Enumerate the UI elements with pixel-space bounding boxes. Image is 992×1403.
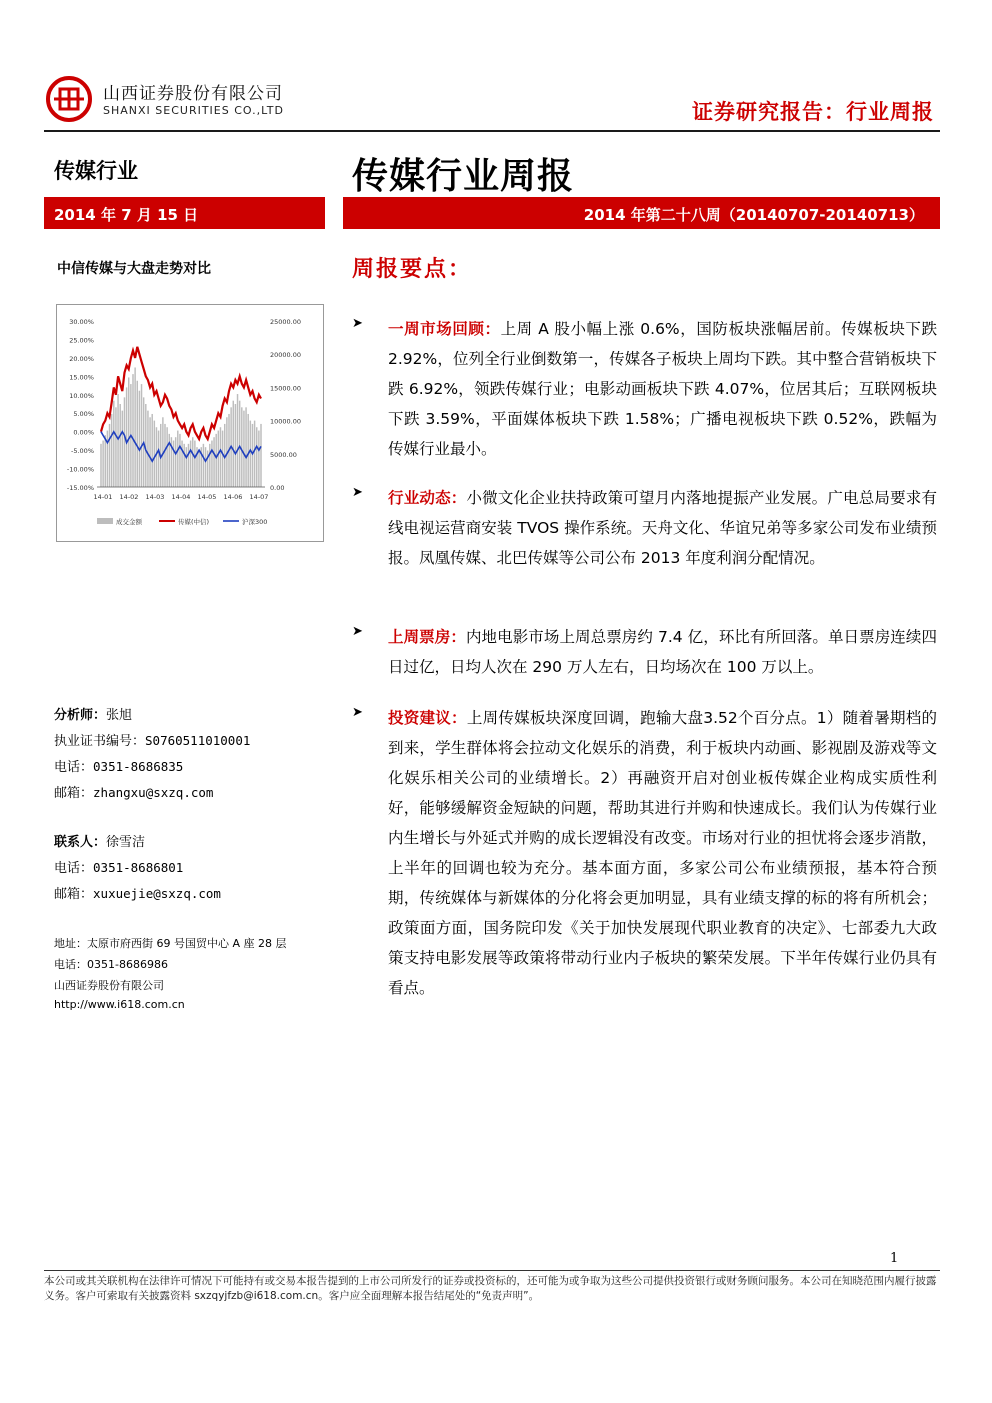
analyst-email-label: 邮箱： — [54, 786, 94, 801]
page-number: 1 — [890, 1251, 899, 1266]
volume-bar — [122, 411, 123, 487]
trend-chart-svg — [57, 305, 325, 543]
volume-bar — [105, 435, 106, 487]
y-right-tick-label: 5000.00 — [270, 450, 297, 459]
volume-bar — [250, 421, 251, 487]
y-right-tick-label: 25000.00 — [270, 318, 302, 326]
y-right-tick-label: 20000.00 — [270, 351, 302, 360]
analyst-block — [54, 706, 250, 804]
volume-bar — [211, 441, 212, 487]
volume-bar — [147, 411, 148, 487]
page-title: 传媒行业周报 — [352, 156, 575, 197]
volume-bar — [260, 424, 261, 487]
contact-email[interactable]: xuxuejie@sxzq.com — [93, 886, 221, 901]
volume-bar — [107, 431, 108, 487]
volume-bar — [149, 417, 150, 487]
address-company: 山西证券股份有限公司 — [54, 979, 164, 992]
bullet-key: 行业动态： — [388, 489, 467, 507]
analyst-email[interactable]: zhangxu@sxzq.com — [93, 785, 214, 800]
company-logo-icon — [46, 76, 92, 122]
x-tick-label: 14-03 — [145, 493, 165, 501]
bullet-text: 小微文化企业扶持政策可望月内落地提振产业发展。广电总局要求有线电视运营商安装 TVOS 操作系统。天舟文化、华谊兄弟等多家公司发布业绩预报。凤凰传媒、北巴传媒等公司公布 2013 年度利润分配情况。 — [388, 489, 937, 567]
volume-bar — [235, 404, 236, 487]
bullet-key: 一周市场回顾： — [388, 320, 501, 338]
y-left-tick-label: 25.00% — [69, 336, 94, 345]
arrow-bullet-icon: ➤ — [352, 316, 363, 331]
bullet-industry-news — [352, 483, 937, 573]
company-name-en: SHANXI SECURITIES CO.,LTD — [103, 104, 284, 117]
contact-block — [54, 833, 221, 905]
volume-bar — [239, 401, 240, 487]
website-link[interactable]: http://www.i618.com.cn — [54, 998, 185, 1011]
section-title: 周报要点： — [352, 257, 473, 282]
address-line: 地址：太原市府西街 69 号国贸中心 A 座 28 层 — [54, 937, 287, 950]
bullet-box-office — [352, 622, 937, 682]
volume-bar — [156, 427, 157, 487]
volume-bar — [115, 407, 116, 487]
analyst-label: 分析师： — [54, 708, 107, 723]
y-right-tick-label: 0.00 — [270, 484, 285, 492]
volume-bar — [243, 411, 244, 487]
x-tick-label: 14-02 — [119, 493, 139, 501]
volume-bar — [245, 407, 246, 487]
volume-bar — [177, 431, 178, 487]
y-left-tick-label: 30.00% — [69, 318, 94, 326]
volume-bar — [237, 394, 238, 487]
y-left-tick-label: 20.00% — [69, 354, 94, 363]
report-date: 2014 年 7 月 15 日 — [44, 197, 325, 229]
volume-bar — [154, 421, 155, 487]
volume-bar — [218, 431, 219, 487]
volume-bar — [194, 441, 195, 487]
bullet-investment-advice — [352, 703, 937, 1003]
volume-bar — [247, 414, 248, 487]
contact-email-label: 邮箱： — [54, 887, 94, 902]
volume-bar — [164, 424, 165, 487]
volume-bar — [100, 444, 101, 487]
volume-bar — [186, 447, 187, 487]
volume-bar — [215, 434, 216, 487]
contact-name: 徐雪洁 — [106, 835, 146, 850]
bullet-market-review — [352, 314, 937, 464]
address-phone: 电话：0351-8686986 — [54, 958, 168, 971]
y-left-tick-label: 0.00% — [73, 428, 94, 437]
bullet-text: 上周 A 股小幅上涨 0.6%，国防板块涨幅居前。传媒板块下跌 2.92%，位列全行业倒数第一，传媒各子板块上周均下跌。其中整合营销板块下跌 6.92%，领跌传媒行业；电影动画板块下跌 4.07%，位居其后；互联网板块下跌 3.59%，平面媒体板块下跌 1.58%；广播电视板块下跌 0.52%，跌幅为传媒行业最小。 — [388, 320, 937, 458]
bullet-text: 内地电影市场上周总票房约 7.4 亿，环比有所回落。单日票房连续四日过亿，日均人次在 290 万人左右，日均场次在 100 万以上。 — [388, 628, 937, 676]
contact-phone: 0351-8686801 — [93, 860, 184, 875]
volume-bar — [254, 421, 255, 487]
volume-bar — [173, 441, 174, 487]
volume-bar — [117, 394, 118, 487]
report-type: 证券研究报告：行业周报 — [692, 100, 934, 124]
legend-swatch-volume — [97, 518, 113, 524]
volume-bar — [128, 377, 129, 487]
cert-label: 执业证书编号： — [54, 734, 146, 749]
y-left-tick-label: -5.00% — [71, 447, 94, 456]
y-left-tick-label: -10.00% — [66, 465, 94, 474]
cert-number: S0760511010001 — [145, 733, 251, 748]
volume-bar — [158, 431, 159, 487]
bullet-text: 上周传媒板块深度回调，跑输大盘3.52个百分点。1）随着暑期档的到来，学生群体将会拉动文化娱乐的消费，利于板块内动画、影视剧及游戏等文化娱乐相关公司的业绩增长。2）再融资开启对创业板传媒企业构成实质性利好，能够缓解资金短缺的问题，帮助其进行并购和快速成长。我们认为传媒行业内生增长与外延式并购的成长逻辑没有改变。市场对行业的担忧将会逐步消散，上半年的回调也较为充分。基本面方面，多家公司公布业绩预报，基本符合预期，传统媒体与新媒体的分化将会更加明显，具有业绩支撑的标的将有所机会；政策面方面，国务院印发《关于加快发展现代职业教育的决定》、七部委九大政策支持电影发展等政策将带动行业内子板块的繁荣发展。下半年传媒行业仍具有看点。 — [388, 709, 937, 997]
volume-bar — [190, 441, 191, 487]
volume-bar — [188, 444, 189, 487]
volume-bar — [132, 374, 133, 487]
volume-bar — [213, 437, 214, 487]
legend-label: 成交金额 — [116, 518, 142, 526]
x-tick-label: 14-05 — [197, 493, 217, 501]
x-tick-label: 14-06 — [223, 493, 243, 501]
volume-bar — [134, 367, 135, 487]
legend-label: 沪深300 — [242, 518, 268, 526]
arrow-bullet-icon: ➤ — [352, 705, 363, 720]
company-name-cn: 山西证券股份有限公司 — [103, 84, 283, 104]
x-tick-label: 14-01 — [93, 493, 113, 501]
volume-bar — [205, 447, 206, 487]
analyst-phone: 0351-8686835 — [93, 759, 184, 774]
header-divider — [44, 130, 940, 132]
y-left-tick-label: 5.00% — [73, 410, 94, 419]
volume-bar — [141, 384, 142, 487]
volume-bar — [179, 434, 180, 487]
x-tick-label: 14-07 — [249, 493, 269, 501]
bullet-key: 上周票房： — [388, 628, 466, 646]
sector-name: 传媒行业 — [54, 159, 138, 183]
y-left-tick-label: -15.00% — [66, 484, 94, 492]
disclaimer: 本公司或其关联机构在法律许可情况下可能持有或交易本报告提到的上市公司所发行的证券或投资标的，还可能为或争取为这些公司提供投资银行或财务顾问服务。本公司在知晓范围内履行披露义务。客户可索取有关披露资料 sxzqyjfzb@i618.com.cn。客户应全面理解本报告结尾处的“免责声明”。 — [44, 1275, 937, 1302]
volume-bar — [220, 427, 221, 487]
volume-bar — [209, 444, 210, 487]
volume-bar — [233, 401, 234, 487]
volume-bar — [139, 391, 140, 487]
y-left-tick-label: 10.00% — [69, 391, 94, 400]
bullet-key: 投资建议： — [388, 709, 467, 727]
volume-bar — [181, 441, 182, 487]
contact-label: 联系人： — [54, 835, 107, 850]
volume-bar — [192, 437, 193, 487]
y-right-tick-label: 10000.00 — [270, 417, 302, 426]
volume-bar — [102, 441, 103, 487]
trend-chart — [56, 304, 324, 542]
volume-bar — [241, 407, 242, 487]
analyst-name: 张旭 — [106, 708, 133, 723]
arrow-bullet-icon: ➤ — [352, 485, 363, 500]
report-week: 2014 年第二十八周（20140707-20140713） — [343, 197, 940, 229]
volume-bar — [126, 387, 127, 487]
volume-bar — [151, 414, 152, 487]
volume-bar — [113, 401, 114, 487]
volume-bar — [137, 381, 138, 487]
volume-bar — [198, 450, 199, 487]
footer-divider — [44, 1270, 940, 1271]
volume-bar — [175, 437, 176, 487]
arrow-bullet-icon: ➤ — [352, 624, 363, 639]
volume-bar — [203, 444, 204, 487]
volume-bar — [252, 424, 253, 487]
volume-bar — [119, 404, 120, 487]
volume-bar — [222, 431, 223, 487]
volume-bar — [109, 424, 110, 487]
volume-bar — [124, 397, 125, 487]
analyst-phone-label: 电话： — [54, 760, 94, 775]
contact-phone-label: 电话： — [54, 861, 94, 876]
y-left-tick-label: 15.00% — [69, 373, 94, 382]
volume-bar — [258, 431, 259, 487]
chart-heading: 中信传媒与大盘走势对比 — [57, 261, 211, 277]
y-right-tick-label: 15000.00 — [270, 384, 302, 393]
volume-bar — [183, 444, 184, 487]
x-tick-label: 14-04 — [171, 493, 191, 501]
volume-bar — [166, 427, 167, 487]
volume-bar — [111, 414, 112, 487]
legend-label: 传媒(中信) — [178, 518, 210, 526]
volume-bar — [256, 427, 257, 487]
